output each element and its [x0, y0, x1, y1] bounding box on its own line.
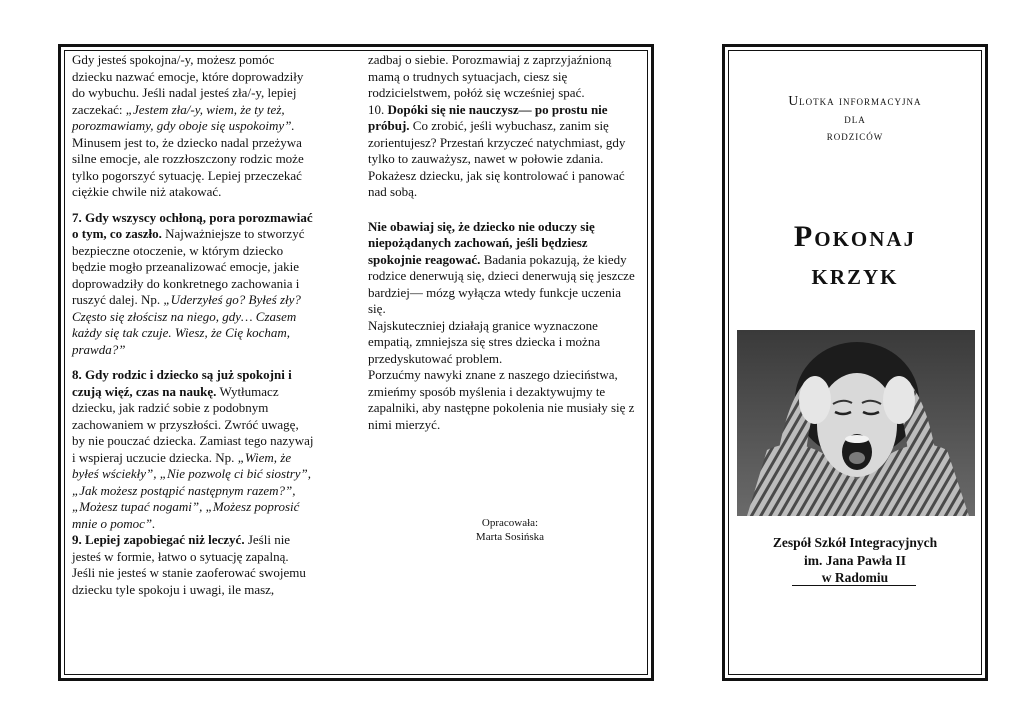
credit-name: Marta Sosińska [475, 531, 545, 543]
credit [440, 516, 580, 544]
paragraph-selfcare: zadbaj o siebie. Porozmawiaj z zaprzyjaźnioną mamą o trudnych sytuacjach, ciesz się rodzicielstwem, połóż się wcześniej spać. [368, 52, 612, 100]
paragraph-habits: Porzućmy nawyki znane z naszego dzieciństwa, zmieńmy sposób myślenia i dezaktywujmy te zapalniki, aby następne pokolenia nie musiały się z nimi mierzyć. [368, 367, 635, 432]
section-8: 8. Gdy rodzic i dziecko są już spokojni i czują więź, czas na naukę. Wytłumacz dziecku, jak radzić sobie z podobnym zachowaniem w przyszłości. Zwróć uwagę, by nie pouczać dziecka. Zamiast tego nazywaj i wspieraj uczucie dziecka. Np. „Wiem, że byłeś wściekły”, „Nie pozwolę ci bić siostry”, „Jak możesz postąpić następnym razem?”, „Możesz tupać nogami”, „Możesz poprosić mnie o pomoc”. [72, 367, 314, 531]
section-9: 9. Lepiej zapobiegać niż leczyć. Jeśli nie jesteś w formie, łatwo o sytuację zapalną. Jeśli nie jesteś w stanie zaoferować swojemu dziecku tyle spokoju i uwagi, ile masz, [72, 532, 306, 597]
section-10: 10. Dopóki się nie nauczysz— po prostu nie próbuj. Co zrobić, jeśli wybuchasz, zanim się zorientujesz? Przestań krzyczeć natychmiast, gdy tylko to zauważysz, nawet w połowie zdania. Pokażesz dziecku, jak się kontrolować i panować nad sobą. [368, 101, 626, 199]
school-name: Zespół Szkół Integracyjnych im. Jana Pawła II w Radomiu [772, 535, 938, 585]
paragraph-intro: Gdy jesteś spokojna/-y, możesz pomóc dziecku nazwać emocje, które doprowadziły do wybuchu. Jeśli nadal jesteś zła/-y, lepiej zaczekać: „Jestem zła/-y, wiem, że ty też, porozmawiamy, gdy oboje się uspokoimy”. Minusem jest to, że dziecko nadal przeżywa silne emocje, ale rozzłoszczony rodzic może tylko pogorszyć sytuację. Lepiej przeczekać ciężkie chwile niż atakować. [72, 52, 304, 199]
section-7: 7. Gdy wszyscy ochłoną, pora porozmawiać o tym, co zaszło. Najważniejsze to stworzyć bezpieczne otoczenie, w którym dziecko będzie mogło przeanalizować emocje, jakie doprowadziły do konkretnego zachowania i ruszyć dalej. Np. „Uderzyłeś go? Byłeś zły? Często się złościsz na niego, gdy… Czasem każdy się tak czuje. Wiesz, że Cię kocham, prawda?” [72, 209, 313, 357]
section-fear: Nie obawiaj się, że dziecko nie oduczy się niepożądanych zachowań, jeśli będziesz spokojnie reagować. Badania pokazują, że kiedy rodzice denerwują się, dzieci denerwują się jeszcze bardziej— mózg wyłącza wtedy funkcje uczenia się. [368, 218, 635, 316]
screaming-woman-photo [737, 330, 975, 516]
left-column [72, 52, 314, 598]
cover-subtitle: Ulotka informacyjna dla rodziców [788, 93, 922, 143]
heading-8: 8. Gdy rodzic i dziecko są już spokojni i czują więź, czas na naukę. [72, 367, 292, 399]
heading-10: Dopóki się nie nauczysz— po prostu nie próbuj. [368, 101, 608, 133]
school-underline [792, 585, 916, 586]
cover-title: Pokonaj krzyk [793, 220, 917, 291]
heading-9: 9. Lepiej zapobiegać niż leczyć. [72, 532, 245, 547]
heading-fear: Nie obawiaj się, że dziecko nie oduczy się niepożądanych zachowań, jeśli będziesz spokojnie reagować. [368, 218, 595, 267]
paragraph-limits: Najskuteczniej działają granice wyznaczone empatią, zmniejsza się stres dziecka i można przedyskutować problem. [368, 317, 601, 366]
credit-label: Opracowała: [481, 517, 539, 529]
middle-column [368, 52, 636, 433]
heading-7: 7. Gdy wszyscy ochłoną, pora porozmawiać o tym, co zaszło. [72, 209, 313, 241]
